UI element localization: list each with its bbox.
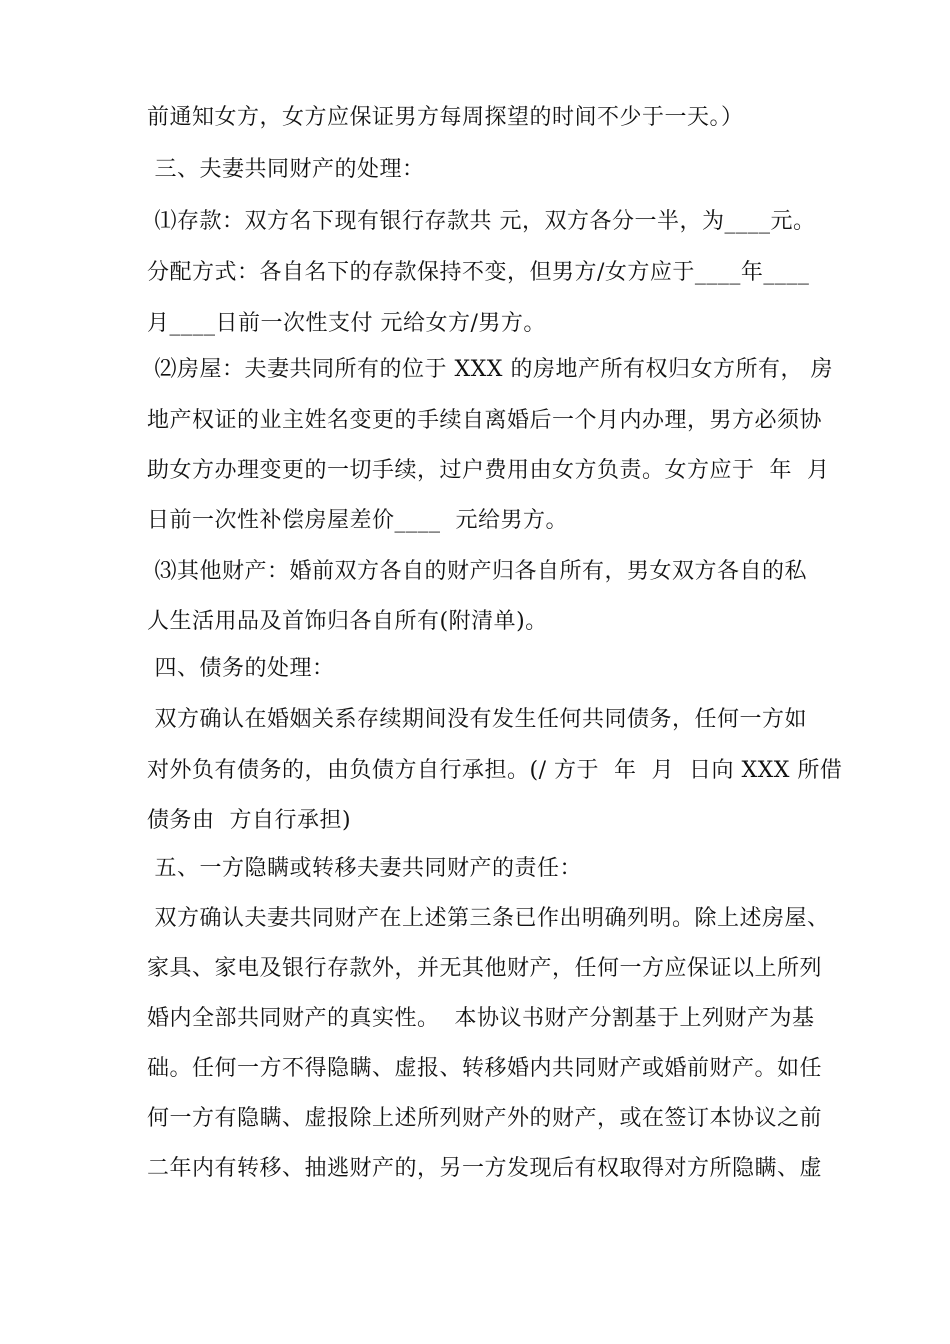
text-line: 分配方式：各自名下的存款保持不变，但男方/女方应于____年____ [147,260,810,285]
text-line: 助女方办理变更的一切手续，过户费用由女方负责。女方应于 年 月 [147,458,830,483]
text-line: 双方确认夫妻共同财产在上述第三条已作出明确列明。除上述房屋、 [147,906,830,931]
text-line: ⑵房屋：夫妻共同所有的位于 XXX 的房地产所有权归女方所有， 房 [147,357,833,382]
text-line: 婚内全部共同财产的真实性。 本协议书财产分割基于上列财产为基 [147,1006,815,1031]
text-line: 对外负有债务的，由负债方自行承担。(/ 方于 年 月 日向 XXX 所借 [147,758,843,783]
text-line: 础。任何一方不得隐瞒、虚报、转移婚内共同财产或婚前财产。如任 [147,1056,823,1081]
section-heading-3: 三、夫妻共同财产的处理： [147,157,425,182]
text-line: 前通知女方，女方应保证男方每周探望的时间不少于一天。） [147,105,744,130]
text-line: ⑶其他财产：婚前双方各自的财产归各自所有，男女双方各自的私 [147,559,807,584]
section-heading-4: 四、债务的处理： [147,656,335,681]
text-line: 双方确认在婚姻关系存续期间没有发生任何共同债务，任何一方如 [147,707,807,732]
text-line: 月____日前一次性支付 元给女方/男方。 [147,311,546,336]
text-line: 地产权证的业主姓名变更的手续自离婚后一个月内办理，男方必须协 [147,408,823,433]
text-line: 家具、家电及银行存款外，并无其他财产，任何一方应保证以上所列 [147,956,823,981]
text-line: 人生活用品及首饰归各自所有(附清单)。 [147,609,548,634]
text-line: ⑴存款：双方名下现有银行存款共 元，双方各分一半，为____元。 [147,209,816,234]
section-heading-5: 五、一方隐瞒或转移夫妻共同财产的责任： [147,856,582,881]
text-line: 何一方有隐瞒、虚报除上述所列财产外的财产，或在签订本协议之前 [147,1106,823,1131]
text-line: 二年内有转移、抽逃财产的，另一方发现后有权取得对方所隐瞒、虚 [147,1156,823,1181]
text-line: 债务由 方自行承担) [147,808,352,833]
text-line: 日前一次性补偿房屋差价____ 元给男方。 [147,508,568,533]
